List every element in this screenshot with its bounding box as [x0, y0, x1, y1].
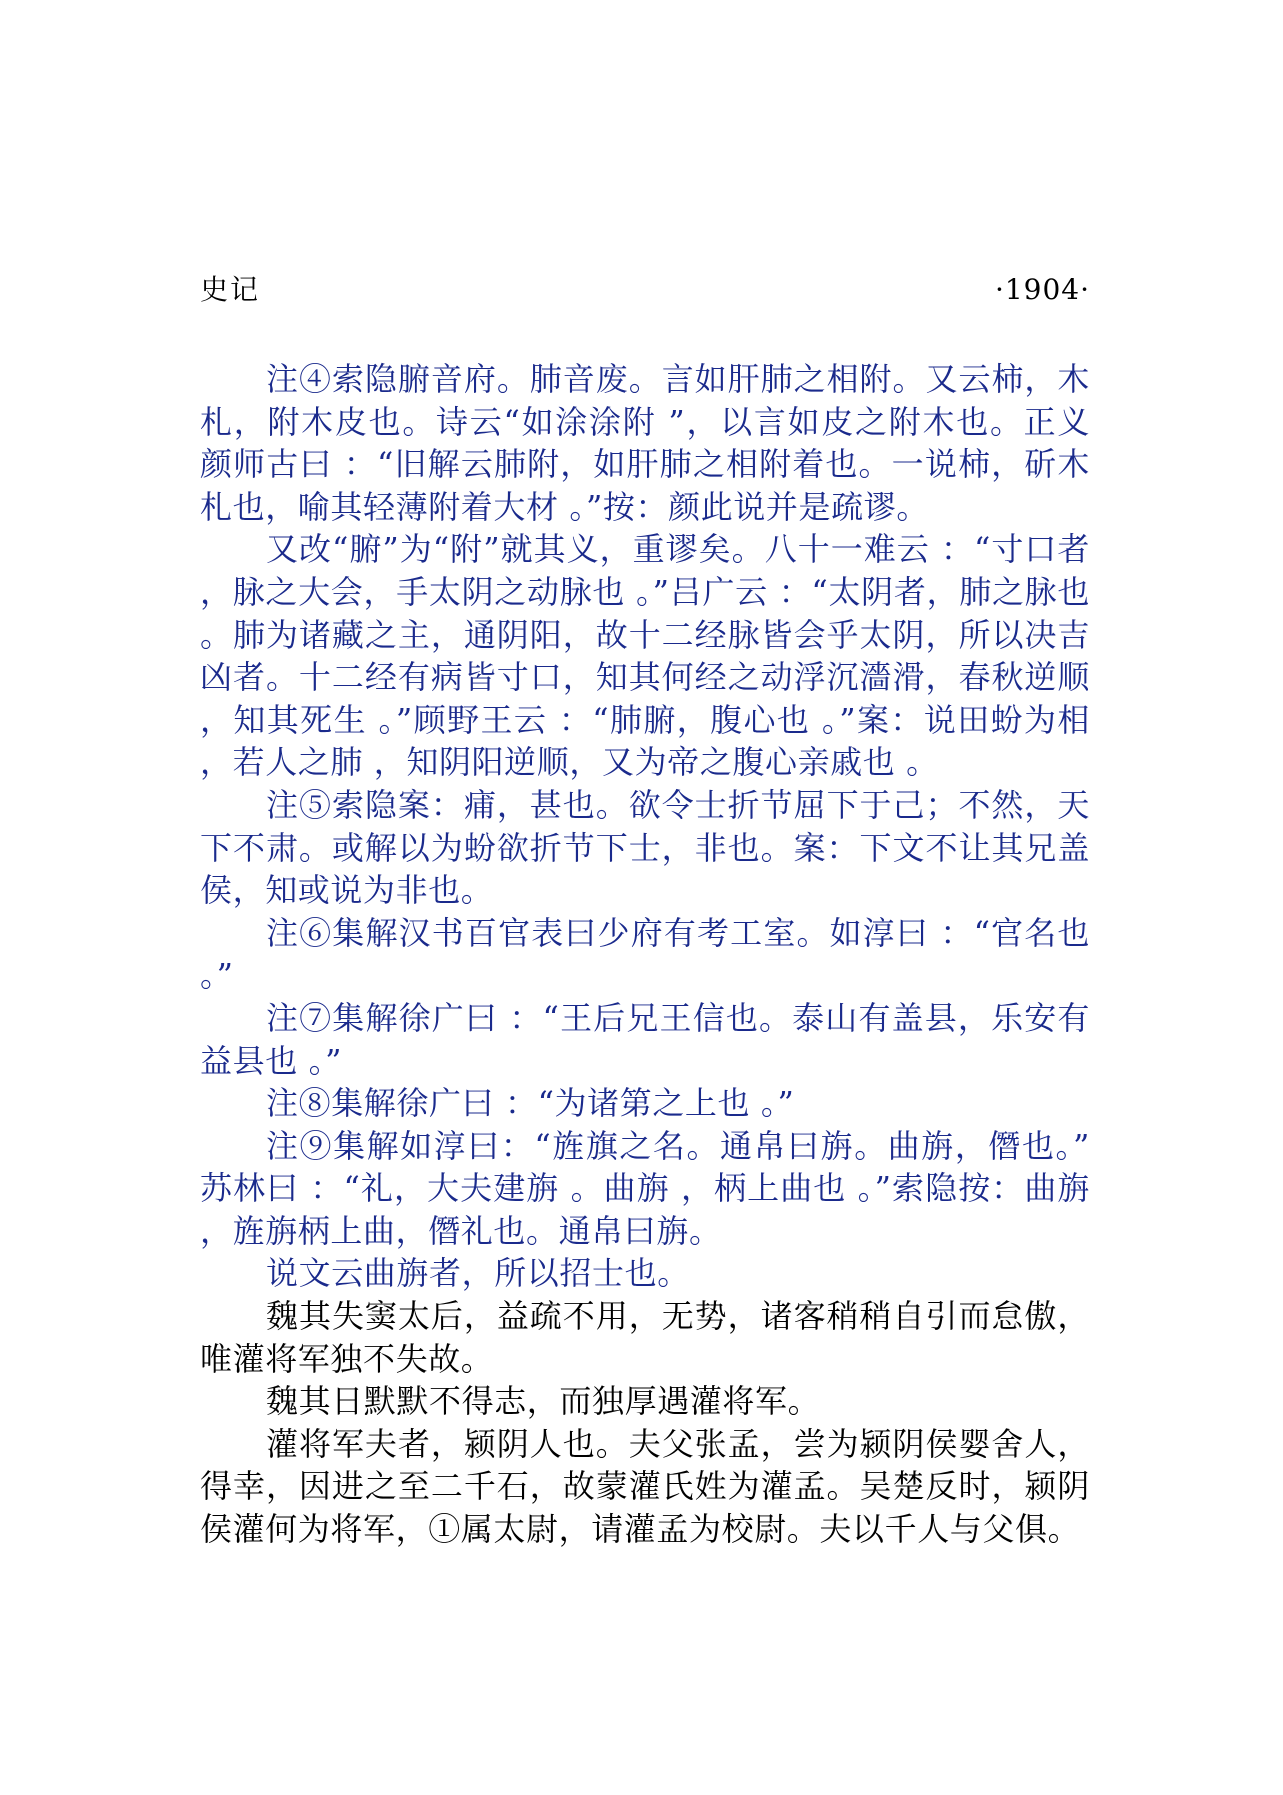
commentary-note-8: 注⑧集解徐广曰 ：“为诸第之上也 。” [266, 1084, 795, 1123]
text-body [200, 358, 1090, 1551]
book-title: 史记 [200, 273, 261, 306]
main-text-paragraph: 灌将军夫者，颍阴人也。夫父张孟，尝为颍阴侯婴舍人，得幸，因进之至二千石，故蒙灌氏姓为灌孟。吴楚反时，颍阴侯灌何为将军，①属太尉，请灌孟为校尉。夫以千人与父俱。 [200, 1424, 1090, 1549]
main-text-paragraph: 魏其失窦太后，益疏不用，无势，诸客稍稍自引而怠傲，唯灌将军独不失故。 [200, 1297, 1090, 1378]
commentary-note-4-continued: 又改“腑”为“附”就其义，重谬矣。八十一难云 ：“寸口者，脉之大会，手太阴之动脉也 。”吕广云 ：“太阴者，肺之脉也。肺为诸藏之主，通阴阳，故十二经脉皆会乎太阴，所以决吉凶者。十二经有病皆寸口，知其何经之动浮沉濇滑，春秋逆顺，知其死生 。”顾野王云 ：“肺腑，腹心也 。”案：说田蚡为相，若人之肺 ，知阴阳逆顺，又为帝之腹心亲戚也 。 [200, 530, 1090, 782]
commentary-note-6: 注⑥集解汉书百官表曰少府有考工室。如淳曰 ：“官名也。” [200, 913, 1090, 995]
commentary-note-9: 注⑨集解如淳曰：“旌旗之名。通帛曰旃。曲旃，僭也。”苏林曰 ：“礼，大夫建旃 。曲旃 ，柄上曲也 。”索隐按：曲旃，旌旃柄上曲，僭礼也。通帛曰旃。 [200, 1126, 1090, 1250]
commentary-note-7: 注⑦集解徐广曰 ：“王后兄王信也。泰山有盖县，乐安有益县也 。” [200, 998, 1090, 1080]
page-number: ·1904· [994, 273, 1090, 306]
main-text-paragraph: 魏其日默默不得志，而独厚遇灌将军。 [266, 1382, 821, 1421]
commentary-note-5: 注⑤索隐案：痡，甚也。欲令士折节屈下于己；不然，天下不肃。或解以为蚡欲折节下士，非也。案：下文不让其兄盖侯，知或说为非也。 [200, 785, 1090, 910]
running-header [200, 270, 1090, 310]
commentary-note-9-continued: 说文云曲旃者，所以招士也。 [266, 1254, 690, 1293]
commentary-note-4: 注④索隐腑音府。肺音废。言如肝肺之相附。又云柿，木札，附木皮也。诗云“如涂涂附 ”，以言如皮之附木也。正义颜师古曰 ：“旧解云肺附，如肝肺之相附着也。一说柿，斫木札也，喻其轻薄附着大材 。”按：颜此说并是疏谬。 [200, 360, 1090, 526]
